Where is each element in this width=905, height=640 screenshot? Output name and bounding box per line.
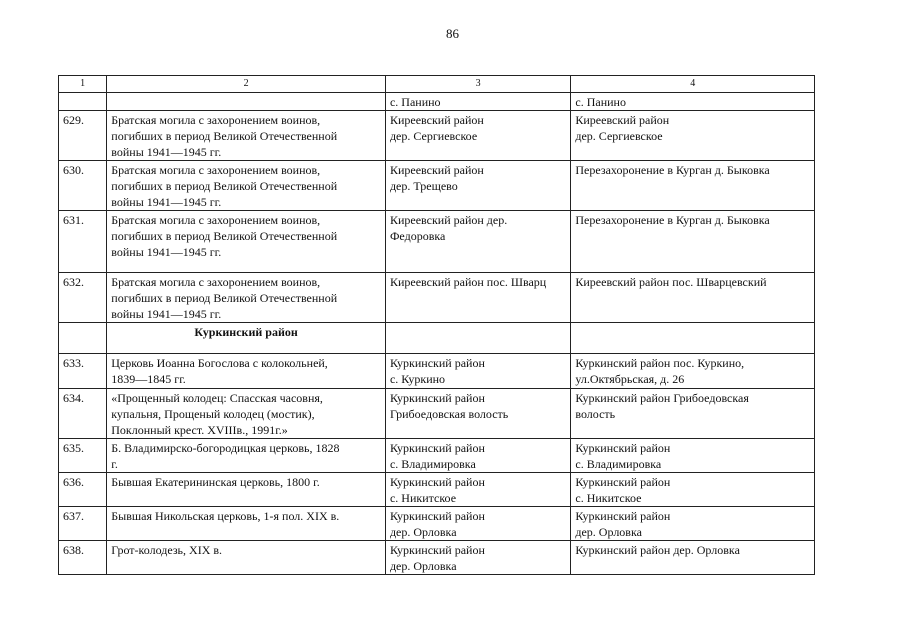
object-name: Грот-колодезь, XIX в. [107,541,386,575]
object-name: Братская могила с захоронением воинов, погибших в период Великой Отечественной войны 1941—1945 гг. [107,111,386,161]
object-note: Куркинский район Грибоедовская волость [571,389,815,439]
object-note: Перезахоронение в Курган д. Быковка [571,161,815,211]
column-header: 2 [107,76,386,93]
table-row [59,161,815,211]
table-row [59,439,815,473]
object-note [571,323,815,354]
object-location: Киреевский район дер. Сергиевское [385,111,570,161]
object-name: Бывшая Екатерининская церковь, 1800 г. [107,473,386,507]
object-location [385,323,570,354]
page-number: 86 [446,26,459,41]
column-header: 1 [59,76,107,93]
object-location: Киреевский район дер. Федоровка [385,211,570,273]
row-number: 637. [59,507,107,541]
object-note: Куркинский район дер. Орловка [571,507,815,541]
section-title: Куркинский район [107,323,386,354]
object-name: Братская могила с захоронением воинов, погибших в период Великой Отечественной войны 1941—1945 гг. [107,211,386,273]
object-name [107,93,386,111]
object-location: Куркинский район с. Куркино [385,354,570,389]
object-location: Киреевский район пос. Шварц [385,273,570,323]
object-note: Киреевский район дер. Сергиевское [571,111,815,161]
column-header: 3 [385,76,570,93]
table-row [59,93,815,111]
section-row [59,323,815,354]
object-note: Куркинский район пос. Куркино, ул.Октябрьская, д. 26 [571,354,815,389]
heritage-registry-table [58,75,815,575]
object-name: Братская могила с захоронением воинов, погибших в период Великой Отечественной войны 1941—1945 гг. [107,273,386,323]
table-row [59,541,815,575]
table-row [59,507,815,541]
row-number: 633. [59,354,107,389]
object-location: с. Панино [385,93,570,111]
row-number: 638. [59,541,107,575]
row-number: 635. [59,439,107,473]
column-header-row [59,76,815,93]
table-row [59,389,815,439]
object-location: Куркинский район с. Владимировка [385,439,570,473]
object-note: Киреевский район пос. Шварцевский [571,273,815,323]
row-number: 629. [59,111,107,161]
table-row [59,273,815,323]
table-row [59,211,815,273]
column-header: 4 [571,76,815,93]
row-number: 631. [59,211,107,273]
object-name: Братская могила с захоронением воинов, погибших в период Великой Отечественной войны 1941—1945 гг. [107,161,386,211]
object-note: с. Панино [571,93,815,111]
object-location: Куркинский район Грибоедовская волость [385,389,570,439]
row-number [59,93,107,111]
object-note: Куркинский район дер. Орловка [571,541,815,575]
object-name: Бывшая Никольская церковь, 1-я пол. XIX в. [107,507,386,541]
row-number: 636. [59,473,107,507]
object-note: Куркинский район с. Никитское [571,473,815,507]
object-location: Куркинский район с. Никитское [385,473,570,507]
object-name: «Прощенный колодец: Спасская часовня, купальня, Прощеный колодец (мостик), Поклонный крест. XVIIIв., 1991г.» [107,389,386,439]
table-row [59,354,815,389]
row-number: 634. [59,389,107,439]
row-number [59,323,107,354]
object-name: Б. Владимирско-богородицкая церковь, 1828 г. [107,439,386,473]
table-row [59,473,815,507]
object-location: Куркинский район дер. Орловка [385,541,570,575]
row-number: 632. [59,273,107,323]
object-name: Церковь Иоанна Богослова с колокольней, 1839—1845 гг. [107,354,386,389]
table-row [59,111,815,161]
row-number: 630. [59,161,107,211]
object-note: Перезахоронение в Курган д. Быковка [571,211,815,273]
object-note: Куркинский район с. Владимировка [571,439,815,473]
object-location: Киреевский район дер. Трещево [385,161,570,211]
object-location: Куркинский район дер. Орловка [385,507,570,541]
